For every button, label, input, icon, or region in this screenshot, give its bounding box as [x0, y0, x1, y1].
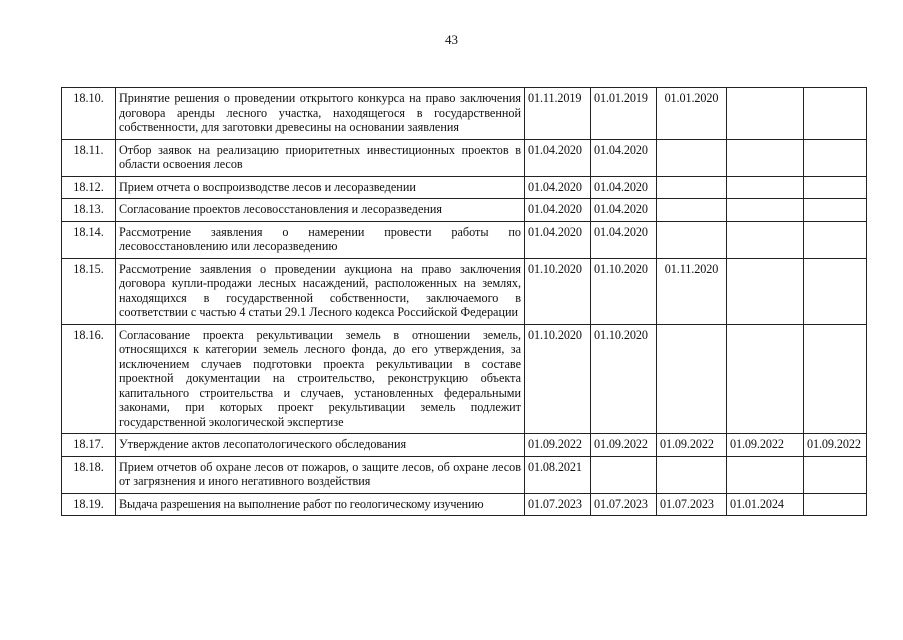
date-cell-3 [657, 221, 727, 258]
table-row [62, 434, 867, 457]
date-cell-2: 01.07.2023 [591, 493, 657, 516]
date-cell-1: 01.10.2020 [525, 324, 591, 434]
row-number: 18.17. [62, 434, 116, 457]
row-description: Прием отчетов об охране лесов от пожаров, о защите лесов, об охране лесов от загрязнения и иного негативного воздействия [116, 456, 525, 493]
row-description: Рассмотрение заявления о проведении аукциона на право заключения договора купли-продажи лесных насаждений, расположенных на землях, находящихся в государственной собственности, заключаемого в соответствии с частью 4 статьи 29.1 Лесного кодекса Российской Федерации [116, 258, 525, 324]
row-description: Выдача разрешения на выполнение работ по геологическому изучению [116, 493, 525, 516]
date-cell-5 [804, 493, 867, 516]
row-number: 18.18. [62, 456, 116, 493]
date-cell-2: 01.04.2020 [591, 139, 657, 176]
deadlines-table [61, 87, 867, 516]
date-cell-4 [727, 176, 804, 199]
date-cell-2: 01.04.2020 [591, 221, 657, 258]
date-cell-2 [591, 456, 657, 493]
date-cell-5 [804, 88, 867, 140]
date-cell-4: 01.09.2022 [727, 434, 804, 457]
date-cell-2: 01.09.2022 [591, 434, 657, 457]
date-cell-2: 01.10.2020 [591, 258, 657, 324]
row-description: Отбор заявок на реализацию приоритетных инвестиционных проектов в области освоения лесов [116, 139, 525, 176]
table-row [62, 176, 867, 199]
date-cell-5 [804, 139, 867, 176]
table-row [62, 88, 867, 140]
date-cell-2: 01.10.2020 [591, 324, 657, 434]
date-cell-1: 01.04.2020 [525, 199, 591, 222]
date-cell-3: 01.07.2023 [657, 493, 727, 516]
row-number: 18.12. [62, 176, 116, 199]
row-number: 18.11. [62, 139, 116, 176]
date-cell-1: 01.10.2020 [525, 258, 591, 324]
row-number: 18.14. [62, 221, 116, 258]
date-cell-3 [657, 324, 727, 434]
date-cell-5 [804, 456, 867, 493]
table-row [62, 456, 867, 493]
date-cell-3 [657, 139, 727, 176]
date-cell-4 [727, 139, 804, 176]
date-cell-1: 01.04.2020 [525, 221, 591, 258]
row-number: 18.10. [62, 88, 116, 140]
date-cell-1: 01.04.2020 [525, 139, 591, 176]
date-cell-4 [727, 456, 804, 493]
table-row [62, 199, 867, 222]
row-number: 18.13. [62, 199, 116, 222]
row-description: Согласование проекта рекультивации земель в отношении земель, относящихся к категории земель лесного фонда, до его утверждения, за исключением случаев подготовки проекта рекультивации в составе проектной документации на строительство, реконструкцию объекта капитального строительства и случаев, установленных федеральными законами, при которых проект рекультивации земель подлежит государственной экологической экспертизе [116, 324, 525, 434]
date-cell-5 [804, 324, 867, 434]
table-row [62, 493, 867, 516]
table-body [62, 88, 867, 516]
date-cell-4 [727, 199, 804, 222]
row-description: Принятие решения о проведении открытого конкурса на право заключения договора аренды лесного участка, находящегося в государственной собственности, для заготовки древесины на основании заявления [116, 88, 525, 140]
date-cell-3 [657, 456, 727, 493]
date-cell-3 [657, 199, 727, 222]
date-cell-1: 01.11.2019 [525, 88, 591, 140]
date-cell-3: 01.09.2022 [657, 434, 727, 457]
row-number: 18.15. [62, 258, 116, 324]
date-cell-5 [804, 221, 867, 258]
date-cell-2: 01.04.2020 [591, 176, 657, 199]
date-cell-3: 01.01.2020 [657, 88, 727, 140]
date-cell-5 [804, 199, 867, 222]
date-cell-3: 01.11.2020 [657, 258, 727, 324]
date-cell-4 [727, 88, 804, 140]
row-number: 18.19. [62, 493, 116, 516]
date-cell-3 [657, 176, 727, 199]
table-row [62, 139, 867, 176]
table-row [62, 221, 867, 258]
date-cell-4 [727, 324, 804, 434]
date-cell-4: 01.01.2024 [727, 493, 804, 516]
row-number: 18.16. [62, 324, 116, 434]
date-cell-2: 01.04.2020 [591, 199, 657, 222]
table-row [62, 258, 867, 324]
date-cell-2: 01.01.2019 [591, 88, 657, 140]
date-cell-1: 01.09.2022 [525, 434, 591, 457]
date-cell-5 [804, 176, 867, 199]
table-row [62, 324, 867, 434]
page-number: 43 [445, 32, 458, 47]
date-cell-1: 01.04.2020 [525, 176, 591, 199]
date-cell-4 [727, 258, 804, 324]
row-description: Прием отчета о воспроизводстве лесов и лесоразведении [116, 176, 525, 199]
row-description: Согласование проектов лесовосстановления и лесоразведения [116, 199, 525, 222]
date-cell-1: 01.07.2023 [525, 493, 591, 516]
date-cell-1: 01.08.2021 [525, 456, 591, 493]
row-description: Рассмотрение заявления о намерении провести работы по лесовосстановлению или лесоразведению [116, 221, 525, 258]
date-cell-4 [727, 221, 804, 258]
row-description: Утверждение актов лесопатологического обследования [116, 434, 525, 457]
date-cell-5: 01.09.2022 [804, 434, 867, 457]
date-cell-5 [804, 258, 867, 324]
